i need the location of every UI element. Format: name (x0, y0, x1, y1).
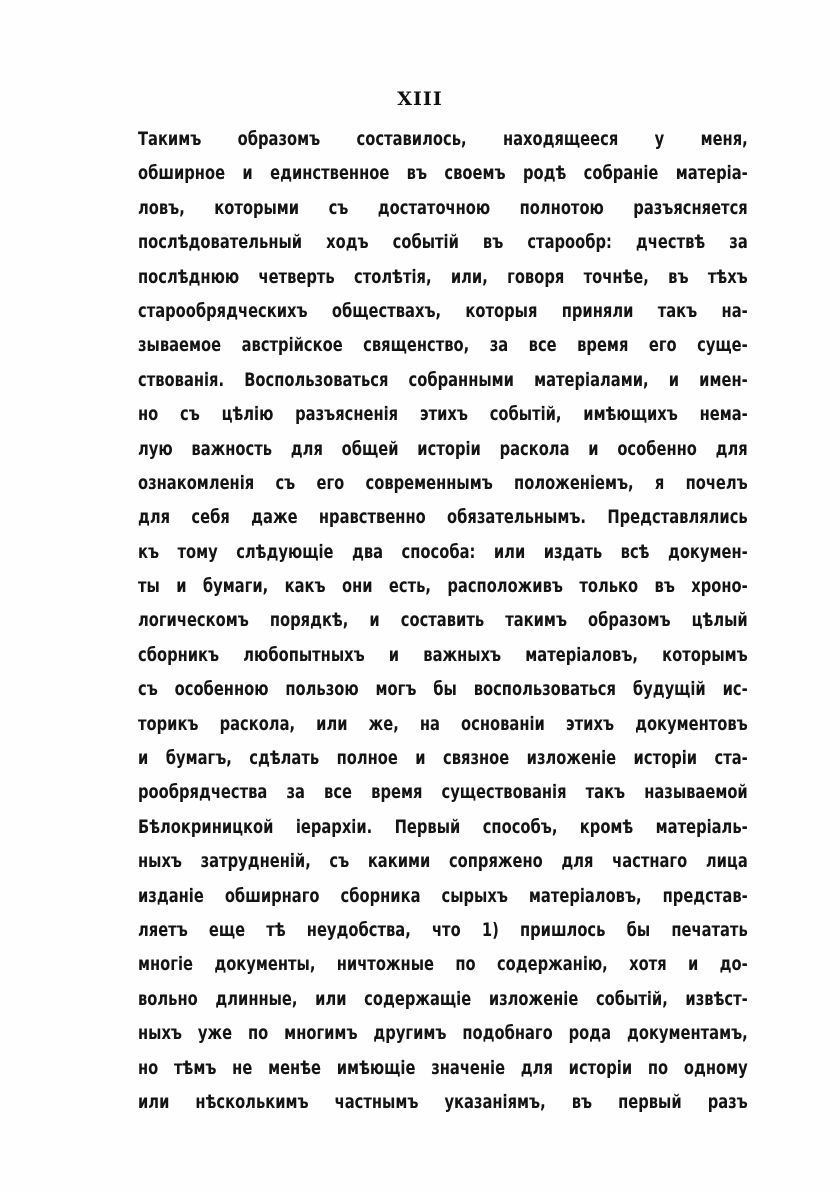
text-line: для себя даже нравственно обязательнымъ. Представлялись (138, 506, 748, 529)
text-line: изданіе обширнаго сборника сырыхъ матеріаловъ, представ- (138, 884, 748, 907)
text-line: или нѣсколькимъ частнымъ указаніямъ, въ первый разъ (138, 1090, 748, 1113)
text-line: послѣднюю четверть столѣтія, или, говоря точнѣе, въ тѣхъ (138, 265, 748, 288)
text-line: многіе документы, ничтожные по содержанію, хотя и до- (138, 953, 748, 976)
text-line: но тѣмъ не менѣе имѣющіе значеніе для исторіи по одному (138, 1056, 748, 1079)
text-line: ствованія. Воспользоваться собранными матеріалами, и имен- (138, 368, 748, 391)
text-line: обширное и единственное въ своемъ родѣ собраніе матеріа- (138, 162, 748, 185)
text-line: рообрядчества за все время существованія такъ называемой (138, 781, 748, 804)
text-line: къ тому слѣдующіе два способа: или издать всѣ докумен- (138, 540, 748, 563)
text-line: логическомъ порядкѣ, и составить такимъ образомъ цѣлый (138, 609, 748, 632)
text-line: сборникъ любопытныхъ и важныхъ матеріаловъ, которымъ (138, 643, 748, 666)
text-line: ныхъ затрудненій, съ какими сопряжено для частнаго лица (138, 850, 748, 873)
text-line: ознакомленія съ его современнымъ положеніемъ, я почелъ (138, 471, 748, 494)
text-line: Бѣлокриницкой іерархіи. Первый способъ, кромѣ матеріаль- (138, 815, 748, 838)
text-line: ныхъ уже по многимъ другимъ подобнаго рода документамъ, (138, 1022, 748, 1045)
text-line: Такимъ образомъ составилось, находящееся у меня, (138, 128, 748, 150)
text-line: вольно длинные, или содержащіе изложеніе событій, извѣст- (138, 987, 748, 1010)
text-line: зываемое австрійское священство, за все время его суще- (138, 334, 748, 357)
text-line: старообрядческихъ обществахъ, которыя приняли такъ на- (138, 299, 748, 322)
page-number: XIII (397, 88, 443, 110)
text-line: съ особенною пользою могъ бы воспользоваться будущій ис- (138, 678, 748, 701)
text-line: но съ цѣлію разъясненія этихъ событій, имѣющихъ нема- (138, 403, 748, 426)
text-line: лую важность для общей исторіи раскола и особенно для (138, 437, 748, 460)
text-line: и бумагъ, сдѣлать полное и связное изложеніе исторіи ста- (138, 747, 748, 770)
text-line: ловъ, которыми съ достаточною полнотою разъясняется (138, 196, 748, 219)
text-line: послѣдовательный ходъ событій въ старообр: дчествѣ за (138, 231, 748, 254)
text-line: ляетъ еще тѣ неудобства, что 1) пришлось бы печатать (138, 918, 748, 941)
body-text (138, 122, 748, 1119)
text-line: ты и бумаги, какъ они есть, расположивъ только въ хроно- (138, 575, 748, 598)
text-line: торикъ раскола, или же, на основаніи этихъ документовъ (138, 712, 748, 735)
